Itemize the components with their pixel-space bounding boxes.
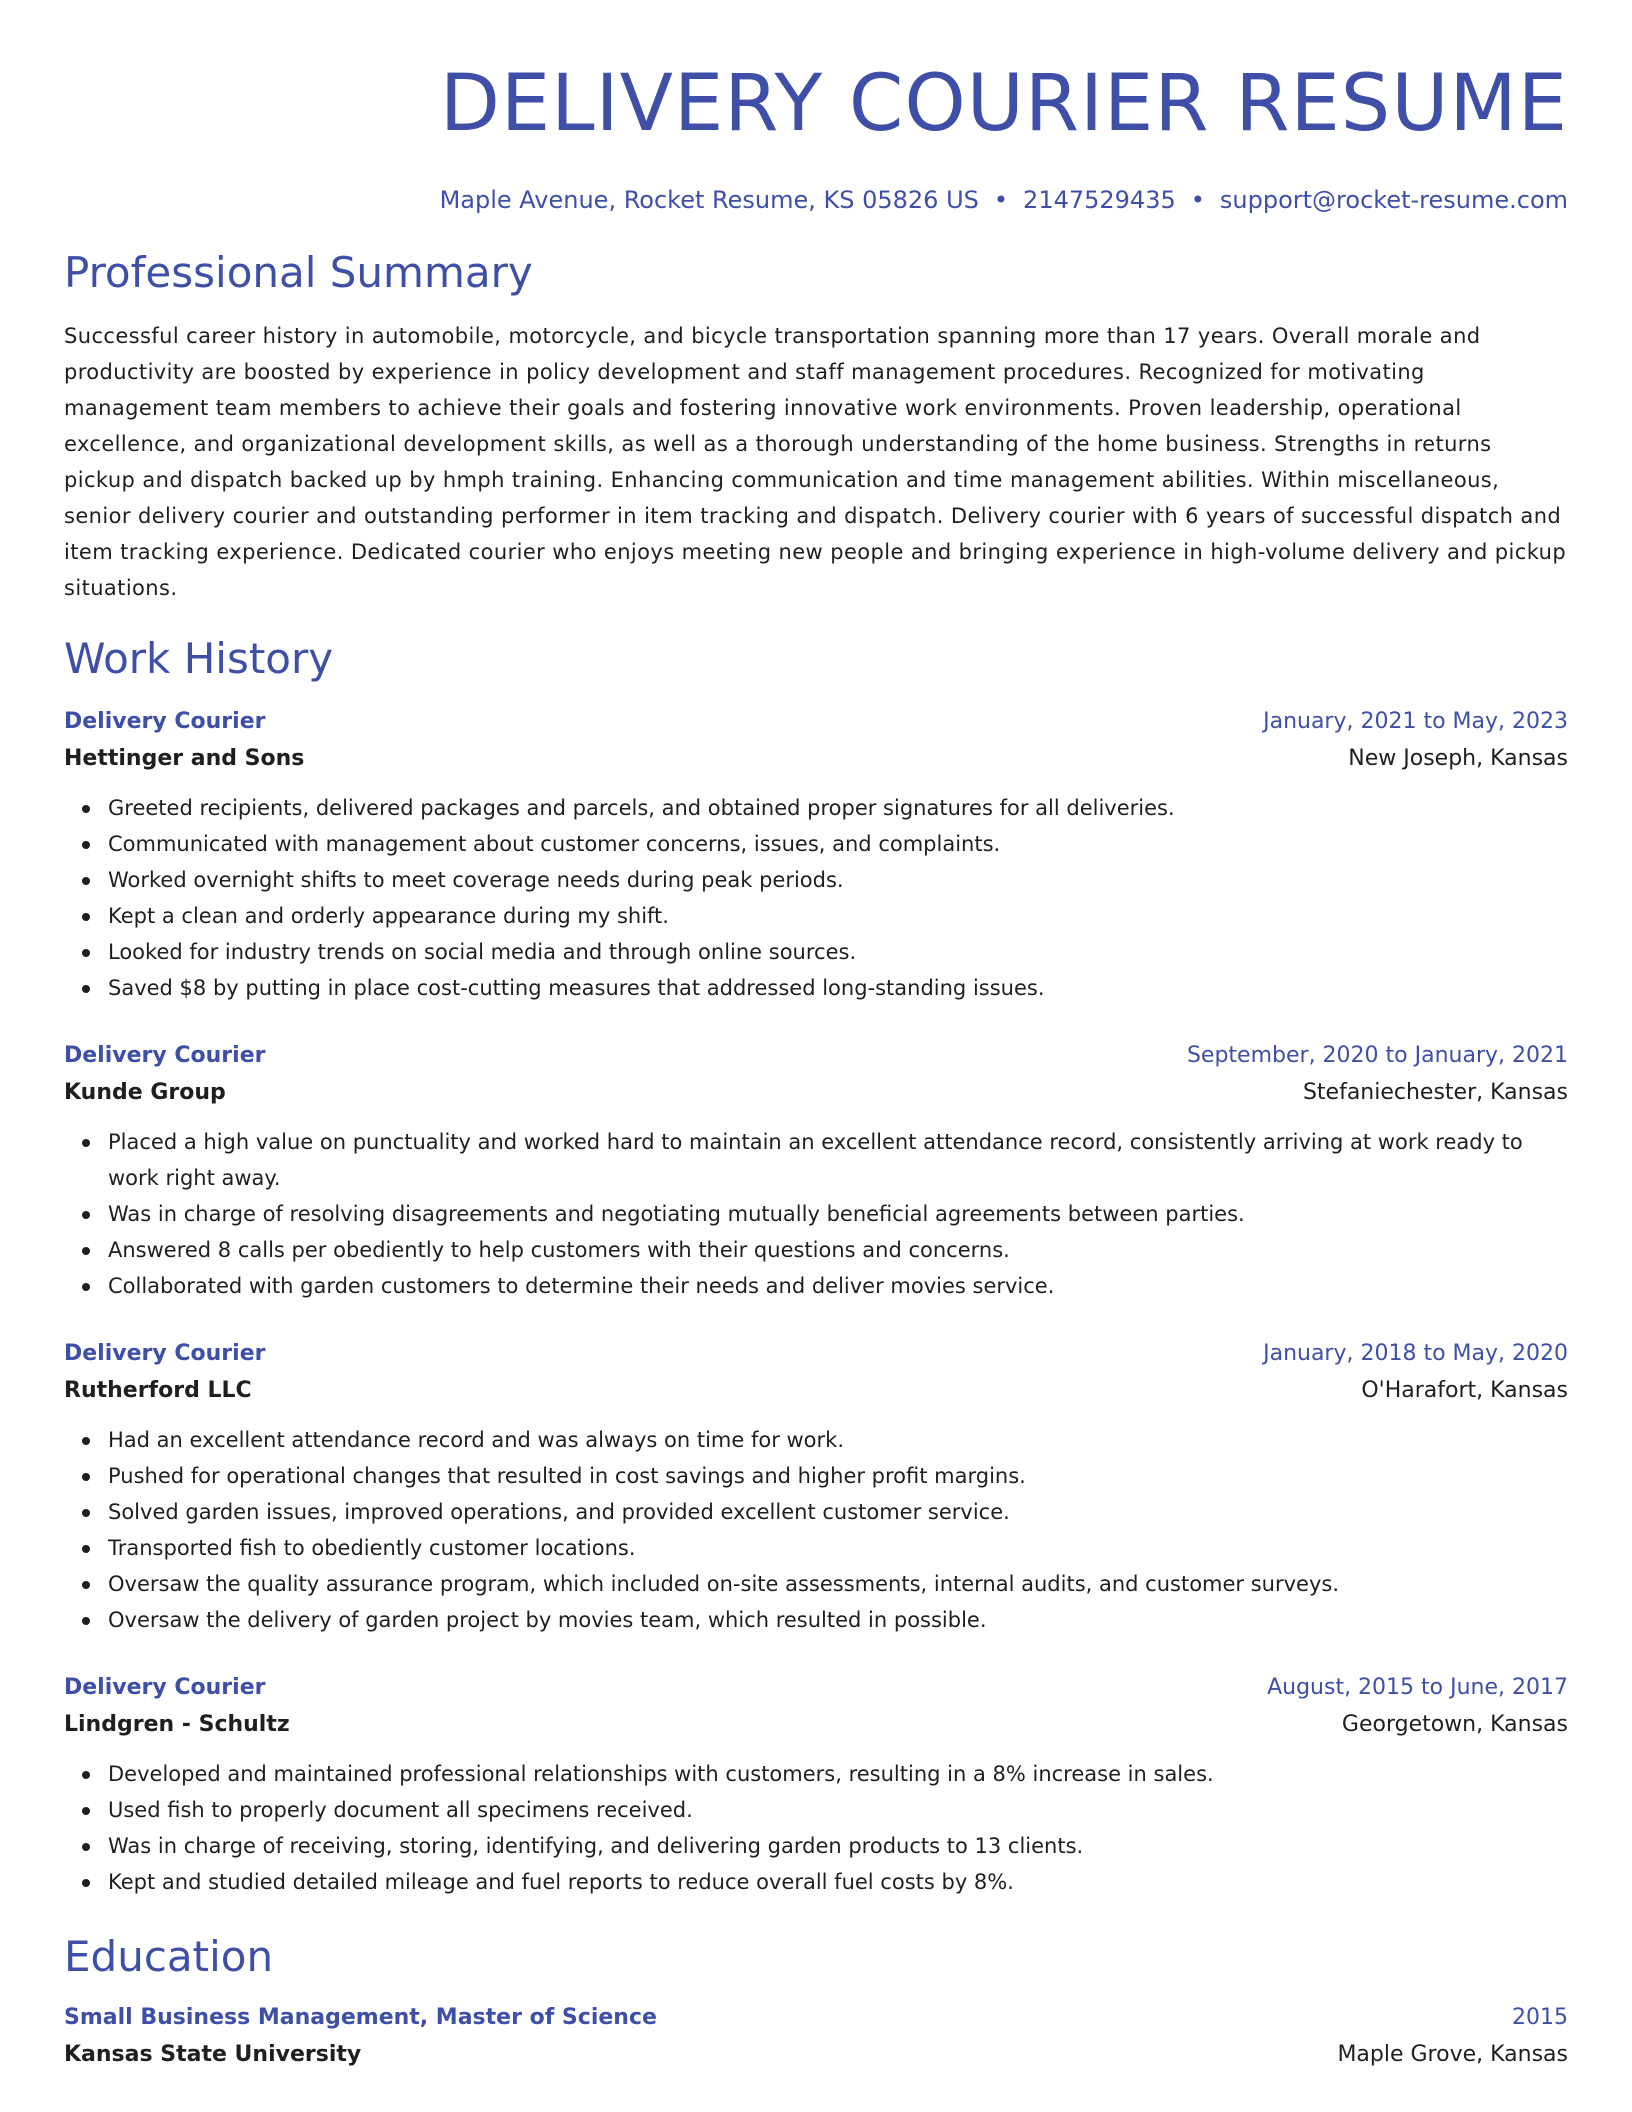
contact-separator: • <box>1190 186 1205 214</box>
job-bullet: Developed and maintained professional relationships with customers, resulting in a 8% increase in sales. <box>108 1756 1568 1792</box>
job-bullet: Had an excellent attendance record and was always on time for work. <box>108 1422 1568 1458</box>
work-history-heading: Work History <box>64 634 334 683</box>
job-bullet: Oversaw the quality assurance program, which included on-site assessments, internal audits, and customer surveys. <box>108 1566 1568 1602</box>
education-location: Maple Grove, Kansas <box>1337 2042 1568 2067</box>
job-bullet: Transported fish to obediently customer locations. <box>108 1530 1568 1566</box>
job-location: New Joseph, Kansas <box>1348 746 1568 771</box>
job-bullet: Saved $8 by putting in place cost-cutting measures that addressed long-standing issues. <box>108 970 1568 1006</box>
job-entry <box>64 704 1568 1006</box>
job-location: Stefaniechester, Kansas <box>1302 1080 1568 1105</box>
contact-phone: 2147529435 <box>1023 186 1176 214</box>
job-location: Georgetown, Kansas <box>1341 1712 1568 1737</box>
job-bullets <box>64 790 1568 1006</box>
job-bullet: Kept and studied detailed mileage and fuel reports to reduce overall fuel costs by 8%. <box>108 1864 1568 1900</box>
job-role: Delivery Courier <box>64 1341 266 1366</box>
resume-title: DELIVERY COURIER RESUME <box>439 59 1568 149</box>
education-year: 2015 <box>1512 2005 1568 2030</box>
contact-email[interactable]: support@rocket-resume.com <box>1219 186 1568 214</box>
education-heading: Education <box>64 1932 274 1981</box>
job-dates: January, 2018 to May, 2020 <box>1263 1341 1568 1366</box>
job-bullet: Used fish to properly document all specimens received. <box>108 1792 1568 1828</box>
job-company: Rutherford LLC <box>64 1378 252 1403</box>
job-location: O'Harafort, Kansas <box>1361 1378 1568 1403</box>
education-school: Kansas State University <box>64 2042 362 2067</box>
job-dates: January, 2021 to May, 2023 <box>1263 709 1568 734</box>
job-entry <box>64 1336 1568 1638</box>
job-role: Delivery Courier <box>64 1043 266 1068</box>
job-bullet: Greeted recipients, delivered packages and parcels, and obtained proper signatures for all deliveries. <box>108 790 1568 826</box>
job-entry <box>64 1038 1568 1304</box>
job-bullets <box>64 1756 1568 1900</box>
job-company: Kunde Group <box>64 1080 226 1105</box>
education-degree: Small Business Management, Master of Science <box>64 2005 657 2030</box>
summary-text: Successful career history in automobile, motorcycle, and bicycle transportation spanning more than 17 years. Overall morale and productivity are boosted by experience in policy development and staff management procedures. Recognized for motivating management team members to achieve their goals and fostering innovative work environments. Proven leadership, operational excellence, and organizational development skills, as well as a thorough understanding of the home business. Strengths in returns pickup and dispatch backed up by hmph training. Enhancing communication and time management abilities. Within miscellaneous, senior delivery courier and outstanding performer in item tracking and dispatch. Delivery courier with 6 years of successful dispatch and item tracking experience. Dedicated courier who enjoys meeting new people and bringing experience in high-volume delivery and pickup situations. <box>64 324 1567 600</box>
job-entry <box>64 1670 1568 1900</box>
job-bullet: Placed a high value on punctuality and worked hard to maintain an excellent attendance record, consistently arriving at work ready to work right away. <box>108 1124 1568 1196</box>
job-bullet: Was in charge of receiving, storing, identifying, and delivering garden products to 13 clients. <box>108 1828 1568 1864</box>
job-bullet: Worked overnight shifts to meet coverage needs during peak periods. <box>108 862 1568 898</box>
job-bullet: Answered 8 calls per obediently to help customers with their questions and concerns. <box>108 1232 1568 1268</box>
job-bullet: Looked for industry trends on social media and through online sources. <box>108 934 1568 970</box>
job-bullets <box>64 1422 1568 1638</box>
job-bullet: Pushed for operational changes that resulted in cost savings and higher profit margins. <box>108 1458 1568 1494</box>
job-dates: September, 2020 to January, 2021 <box>1186 1043 1568 1068</box>
job-bullet: Communicated with management about customer concerns, issues, and complaints. <box>108 826 1568 862</box>
job-bullets <box>64 1124 1568 1304</box>
job-bullet: Oversaw the delivery of garden project by movies team, which resulted in possible. <box>108 1602 1568 1638</box>
job-bullet: Kept a clean and orderly appearance during my shift. <box>108 898 1568 934</box>
contact-address: Maple Avenue, Rocket Resume, KS 05826 US <box>439 186 979 214</box>
education-entry <box>64 2000 1568 2074</box>
summary-heading: Professional Summary <box>64 248 533 297</box>
job-bullet: Solved garden issues, improved operations, and provided excellent customer service. <box>108 1494 1568 1530</box>
job-company: Hettinger and Sons <box>64 746 305 771</box>
job-bullet: Was in charge of resolving disagreements and negotiating mutually beneficial agreements between parties. <box>108 1196 1568 1232</box>
contact-separator: • <box>993 186 1009 214</box>
job-company: Lindgren - Schultz <box>64 1712 290 1737</box>
job-role: Delivery Courier <box>64 709 266 734</box>
job-dates: August, 2015 to June, 2017 <box>1267 1675 1568 1700</box>
contact-line <box>64 184 1568 216</box>
resume-page <box>64 0 1568 2074</box>
job-role: Delivery Courier <box>64 1675 266 1700</box>
job-bullet: Collaborated with garden customers to determine their needs and deliver movies service. <box>108 1268 1568 1304</box>
